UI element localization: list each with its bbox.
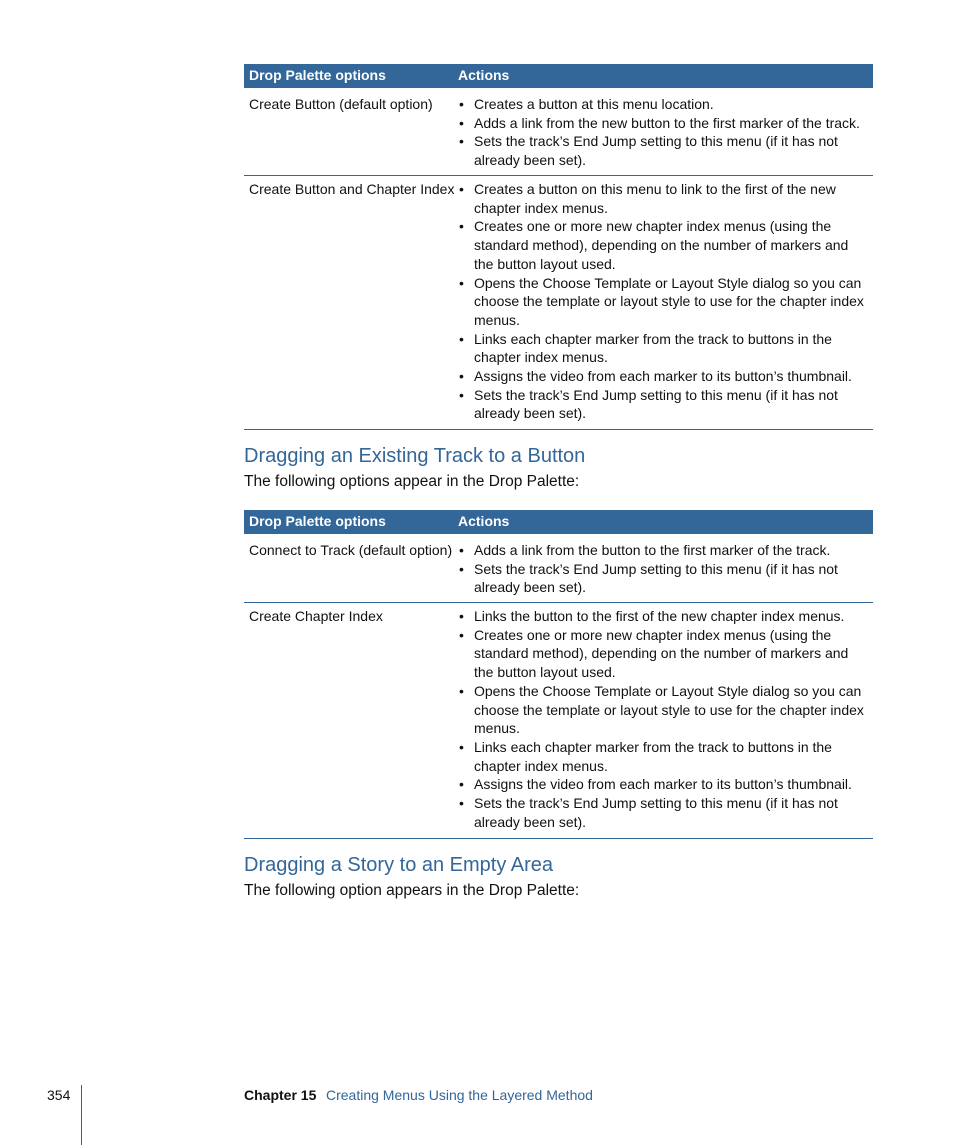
action-line: standard method), depending on the number of markers and [474, 237, 849, 254]
action-line: • Assigns the video from each marker to its button’s thumbnail. [459, 368, 852, 385]
option-label: Connect to Track (default option) [249, 542, 453, 558]
section-intro: The following options appear in the Drop Palette: [244, 473, 580, 490]
action-line: menus. [474, 720, 520, 737]
action-list [244, 176, 873, 423]
table-row [244, 533, 873, 603]
section-intro: The following option appears in the Drop Palette: [244, 882, 580, 899]
option-label: Create Button and Chapter Index [249, 181, 455, 197]
action-line: already been set). [474, 152, 587, 169]
action-line: standard method), depending on the number of markers and [474, 645, 849, 662]
action-line: • Links the button to the first of the new chapter index menus. [459, 608, 845, 624]
action-line: chapter index menus. [474, 349, 608, 366]
header-actions: Actions [458, 67, 510, 83]
header-options: Drop Palette options [249, 513, 386, 529]
chapter-label: Chapter 15 [244, 1087, 317, 1103]
action-line: chapter index menus. [474, 757, 608, 774]
action-line: • Creates one or more new chapter index menus (using the [459, 626, 832, 643]
table-header [244, 64, 873, 87]
options-table-1 [244, 64, 873, 430]
action-line: • Opens the Choose Template or Layout Style dialog so you can [459, 682, 862, 699]
table-row [244, 603, 873, 839]
action-line: already been set). [474, 579, 587, 596]
action-line: • Adds a link from the new button to the first marker of the track. [459, 114, 860, 131]
action-line: • Sets the track’s End Jump setting to this menu (if it has not [459, 133, 838, 150]
chapter-title: Creating Menus Using the Layered Method [326, 1087, 593, 1103]
table-row [244, 87, 873, 176]
action-line: • Links each chapter marker from the track to buttons in the [459, 330, 832, 347]
header-actions: Actions [458, 513, 510, 529]
action-line: already been set). [474, 813, 587, 830]
option-label: Create Chapter Index [249, 608, 383, 624]
footer-divider [81, 1085, 82, 1145]
action-line: choose the template or layout style to use for the chapter index [474, 293, 864, 310]
table-header [244, 510, 873, 533]
action-line: the button layout used. [474, 255, 616, 272]
action-line: • Adds a link from the button to the first marker of the track. [459, 542, 831, 558]
action-line: • Assigns the video from each marker to its button’s thumbnail. [459, 776, 852, 793]
page-number: 354 [47, 1087, 71, 1103]
action-line: • Sets the track’s End Jump setting to this menu (if it has not [459, 795, 838, 812]
action-line: • Creates a button at this menu location. [459, 96, 714, 112]
action-line: • Creates a button on this menu to link to the first of the new [459, 181, 836, 197]
options-table-2 [244, 510, 873, 839]
action-line: • Sets the track’s End Jump setting to this menu (if it has not [459, 386, 838, 403]
action-line: the button layout used. [474, 664, 616, 681]
action-line: • Opens the Choose Template or Layout Style dialog so you can [459, 274, 862, 291]
action-line: menus. [474, 311, 520, 328]
action-line: chapter index menus. [474, 199, 608, 216]
action-list [244, 603, 873, 831]
action-line: • Creates one or more new chapter index menus (using the [459, 218, 832, 235]
action-line: choose the template or layout style to use for the chapter index [474, 701, 864, 718]
option-label: Create Button (default option) [249, 96, 433, 112]
section-heading-story-empty-area: Dragging a Story to an Empty Area [244, 854, 554, 876]
action-line: already been set). [474, 405, 587, 422]
action-line: • Links each chapter marker from the track to buttons in the [459, 738, 832, 755]
table-row [244, 176, 873, 430]
header-options: Drop Palette options [249, 67, 386, 83]
section-heading-existing-track: Dragging an Existing Track to a Button [244, 445, 586, 467]
action-line: • Sets the track’s End Jump setting to this menu (if it has not [459, 560, 838, 577]
